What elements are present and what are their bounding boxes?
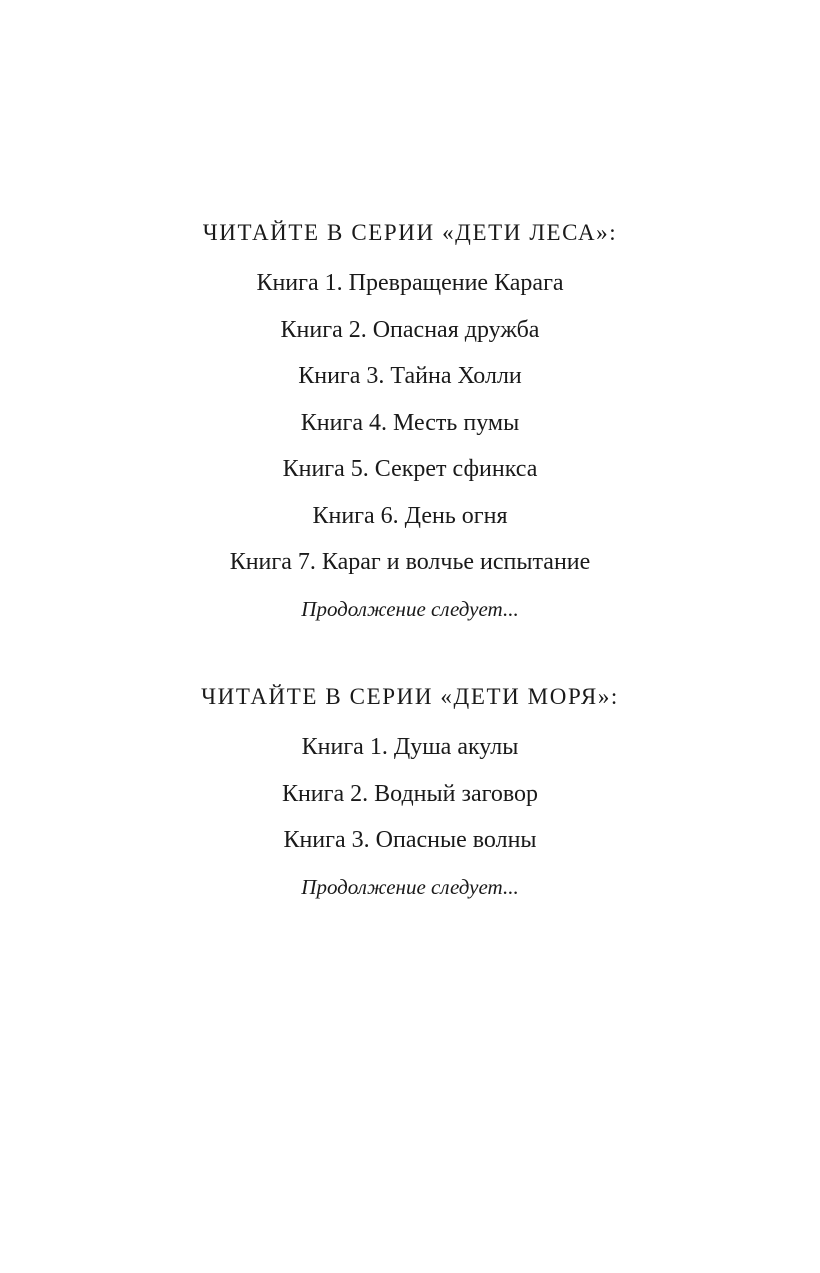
book-title: Книга 2. Опасная дружба — [280, 316, 540, 343]
book-list — [0, 724, 820, 910]
book-title: Книга 4. Месть пумы — [300, 409, 520, 436]
book-title: Книга 1. Душа акулы — [301, 734, 519, 760]
book-title: Книга 3. Тайна Холли — [298, 363, 522, 389]
book-title: Книга 7. Караг и волчье испытание — [229, 549, 591, 575]
book-list — [0, 260, 820, 632]
to-be-continued: Продолжение следует... — [301, 874, 519, 899]
series-deti-morya — [0, 678, 820, 910]
to-be-continued: Продолжение следует... — [301, 596, 519, 621]
book-title: Книга 5. Секрет сфинкса — [282, 456, 538, 482]
book-title: Книга 2. Водный заговор — [281, 780, 539, 807]
series-heading: ЧИТАЙТЕ В СЕРИИ «ДЕТИ МОРЯ»: — [201, 684, 619, 709]
book-title: Книга 1. Превращение Карага — [256, 270, 564, 296]
book-title: Книга 3. Опасные волны — [283, 827, 537, 853]
series-deti-lesa — [0, 214, 820, 632]
series-heading: ЧИТАЙТЕ В СЕРИИ «ДЕТИ ЛЕСА»: — [202, 220, 618, 245]
book-title: Книга 6. День огня — [312, 502, 508, 529]
